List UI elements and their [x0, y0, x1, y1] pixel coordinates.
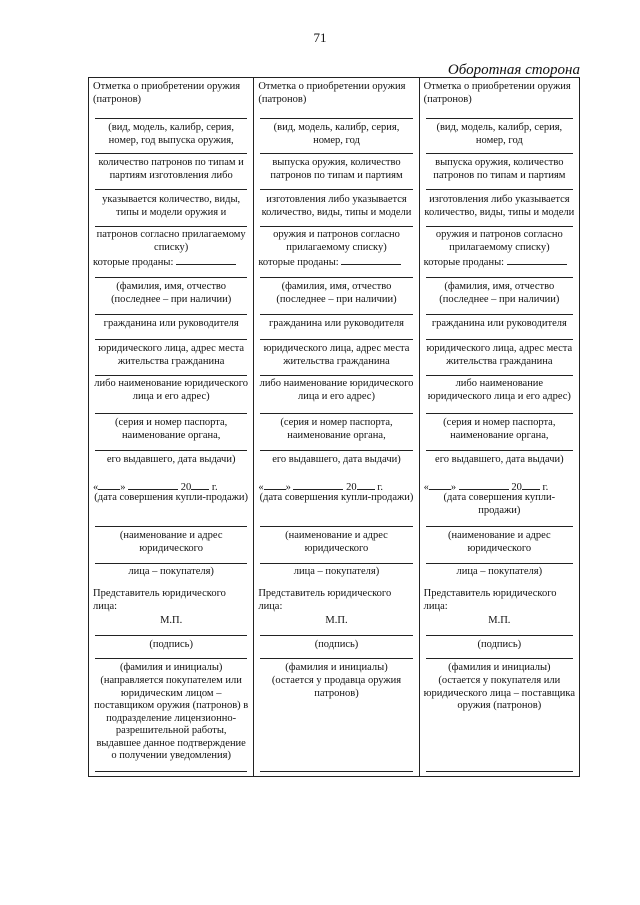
fill-line[interactable]: [260, 339, 412, 340]
side-label: Оборотная сторона: [447, 62, 580, 78]
month-field[interactable]: [459, 480, 509, 490]
fill-line[interactable]: [260, 277, 412, 278]
year-suffix: г.: [542, 482, 549, 493]
initials-label: (фамилия и инициалы): [448, 662, 551, 673]
column-note: (направляется покупателем или юридическим лицом – поставщиком оружия (патронов) в подразделение лицензионно-разрешительной работы, выдавшее данное подтверждение о получении уведомления): [94, 675, 249, 761]
buyer-name-label: (наименование и адрес юридического: [448, 530, 551, 554]
fill-line[interactable]: [95, 314, 247, 315]
passport-label: (серия и номер паспорта, наименование органа,: [280, 417, 393, 441]
issued-by-label: его выдавшего, дата выдачи): [106, 454, 236, 465]
signature-line[interactable]: [95, 635, 247, 636]
fill-line[interactable]: [95, 226, 247, 227]
fill-line[interactable]: [260, 563, 412, 564]
quantity-label: выпуска оружия, количество патронов по типам и партиям: [433, 157, 566, 181]
sold-to-field[interactable]: [341, 255, 401, 265]
initials-label: (фамилия и инициалы): [285, 662, 388, 673]
legal-name-label: либо наименование юридического лица и его адрес): [94, 378, 249, 402]
initials-line[interactable]: [260, 658, 412, 659]
page-number: 71: [313, 30, 327, 45]
fio-label: (фамилия, имя, отчество (последнее – при наличии): [439, 281, 560, 305]
quote-close: »: [120, 482, 126, 493]
quote-close: »: [450, 482, 457, 493]
signature-label: (подпись): [314, 639, 359, 650]
list-label: оружия и патронов согласно прилагаемому списку): [435, 229, 563, 253]
quantity-label: количество патронов по типам и партиям изготовления либо: [98, 157, 244, 181]
representative-label: Представитель юридического лица:: [258, 588, 392, 612]
year-suffix: г.: [211, 482, 218, 493]
fill-line[interactable]: [426, 375, 573, 376]
types-label: изготовления либо указывается количество, виды, типы и модели: [261, 194, 412, 218]
fill-line[interactable]: [426, 450, 573, 451]
fill-line[interactable]: [95, 563, 247, 564]
column-heading: Отметка о приобретении оружия (патронов): [93, 81, 241, 105]
sold-to-label: которые проданы:: [258, 257, 339, 268]
buyer-name-label: (наименование и адрес юридического: [285, 530, 388, 554]
quantity-label: выпуска оружия, количество патронов по типам и партиям: [270, 157, 403, 181]
fill-line[interactable]: [95, 375, 247, 376]
signature-label: (подпись): [477, 639, 522, 650]
quote-open: «: [93, 482, 99, 493]
fill-line[interactable]: [95, 118, 247, 119]
sale-date-label: (дата совершения купли-продажи): [443, 492, 556, 516]
fill-line[interactable]: [426, 277, 573, 278]
bottom-line: [95, 771, 247, 772]
sold-to-row: [93, 255, 249, 268]
fill-line[interactable]: [426, 189, 573, 190]
year-field[interactable]: [357, 480, 375, 490]
citizen-label: гражданина или руководителя: [103, 318, 239, 329]
types-label: изготовления либо указывается количество, виды, типы и модели: [424, 194, 575, 218]
weapon-info-label: (вид, модель, калибр, серия, номер, год: [273, 122, 400, 146]
sold-to-row: [258, 255, 414, 268]
signature-line[interactable]: [426, 635, 573, 636]
issued-by-label: его выдавшего, дата выдачи): [435, 454, 564, 465]
legal-address-label: юридического лица, адрес места жительства гражданина: [263, 343, 410, 367]
fill-line[interactable]: [95, 413, 247, 414]
passport-label: (серия и номер паспорта, наименование органа,: [115, 417, 228, 441]
sold-to-row: [424, 255, 575, 268]
fill-line[interactable]: [426, 153, 573, 154]
fill-line[interactable]: [426, 226, 573, 227]
day-field[interactable]: [264, 480, 286, 490]
quote-open: «: [423, 482, 429, 493]
form-column: [89, 78, 253, 776]
fill-line[interactable]: [95, 277, 247, 278]
fill-line[interactable]: [95, 450, 247, 451]
fill-line[interactable]: [426, 314, 573, 315]
year-prefix: 20: [346, 482, 357, 493]
fill-line[interactable]: [426, 526, 573, 527]
sold-to-field[interactable]: [507, 255, 567, 265]
stamp-label: М.П.: [488, 615, 511, 626]
column-heading: Отметка о приобретении оружия (патронов): [258, 81, 406, 105]
fill-line[interactable]: [426, 339, 573, 340]
legal-name-label: либо наименование юридического лица и его адрес): [427, 378, 571, 402]
fio-label: (фамилия, имя, отчество (последнее – при наличии): [276, 281, 397, 305]
year-field[interactable]: [191, 480, 209, 490]
citizen-label: гражданина или руководителя: [268, 318, 404, 329]
buyer-name-label: (наименование и адрес юридического: [119, 530, 223, 554]
form-column: [253, 78, 418, 776]
sale-date-label: (дата совершения купли-продажи): [94, 492, 249, 503]
fill-line[interactable]: [260, 153, 412, 154]
fill-line[interactable]: [260, 450, 412, 451]
issued-by-label: его выдавшего, дата выдачи): [272, 454, 401, 465]
column-heading: Отметка о приобретении оружия (патронов): [423, 81, 571, 105]
month-field[interactable]: [128, 480, 178, 490]
signature-line[interactable]: [260, 635, 412, 636]
bottom-line: [260, 771, 412, 772]
fill-line[interactable]: [260, 526, 412, 527]
form-column: [419, 78, 579, 776]
fill-line[interactable]: [426, 413, 573, 414]
fill-line[interactable]: [426, 118, 573, 119]
fill-line[interactable]: [426, 563, 573, 564]
year-prefix: 20: [511, 482, 522, 493]
legal-address-label: юридического лица, адрес места жительства гражданина: [98, 343, 245, 367]
list-label: оружия и патронов согласно прилагаемому списку): [273, 229, 400, 253]
fill-line[interactable]: [260, 189, 412, 190]
fill-line[interactable]: [95, 189, 247, 190]
sold-to-field[interactable]: [176, 255, 236, 265]
weapon-info-label: (вид, модель, калибр, серия, номер, год: [436, 122, 563, 146]
form-table: [88, 77, 580, 777]
fill-line[interactable]: [260, 226, 412, 227]
stamp-label: М.П.: [160, 615, 183, 626]
citizen-label: гражданина или руководителя: [431, 318, 567, 329]
fill-line[interactable]: [260, 413, 412, 414]
representative-label: Представитель юридического лица:: [423, 588, 557, 612]
year-prefix: 20: [180, 482, 192, 493]
sold-to-label: которые проданы:: [93, 257, 174, 268]
column-note: (остается у продавца оружия патронов): [271, 675, 402, 699]
stamp-label: М.П.: [325, 615, 348, 626]
quote-close: »: [285, 482, 291, 493]
fill-line[interactable]: [95, 526, 247, 527]
month-field[interactable]: [293, 480, 343, 490]
buyer-suffix-label: лица – покупателя): [293, 566, 380, 577]
fill-line[interactable]: [95, 153, 247, 154]
column-note: (остается у покупателя или юридического лица – поставщика оружия (патронов): [423, 675, 576, 711]
types-label: указывается количество, виды, типы и модели оружия и: [102, 194, 241, 218]
fill-line[interactable]: [95, 339, 247, 340]
passport-label: (серия и номер паспорта, наименование органа,: [443, 417, 556, 441]
initials-label: (фамилия и инициалы): [119, 662, 223, 673]
bottom-line: [426, 771, 573, 772]
fill-line[interactable]: [260, 375, 412, 376]
buyer-suffix-label: лица – покупателя): [456, 566, 543, 577]
sale-date-label: (дата совершения купли-продажи): [259, 492, 414, 503]
day-field[interactable]: [98, 480, 120, 490]
fio-label: (фамилия, имя, отчество (последнее – при наличии): [111, 281, 232, 305]
buyer-suffix-label: лица – покупателя): [128, 566, 214, 577]
day-field[interactable]: [429, 480, 451, 490]
initials-line[interactable]: [95, 658, 247, 659]
legal-name-label: либо наименование юридического лица и его адрес): [259, 378, 414, 402]
weapon-info-label: (вид, модель, калибр, серия, номер, год выпуска оружия,: [108, 122, 235, 146]
sold-to-label: которые проданы:: [423, 257, 505, 268]
fill-line[interactable]: [260, 314, 412, 315]
list-label: патронов согласно прилагаемому списку): [96, 229, 246, 253]
legal-address-label: юридического лица, адрес места жительства гражданина: [426, 343, 573, 367]
initials-line[interactable]: [426, 658, 573, 659]
signature-label: (подпись): [149, 639, 193, 650]
representative-label: Представитель юридического лица:: [93, 588, 226, 612]
year-field[interactable]: [522, 480, 540, 490]
quote-open: «: [258, 482, 264, 493]
fill-line[interactable]: [260, 118, 412, 119]
year-suffix: г.: [377, 482, 383, 493]
